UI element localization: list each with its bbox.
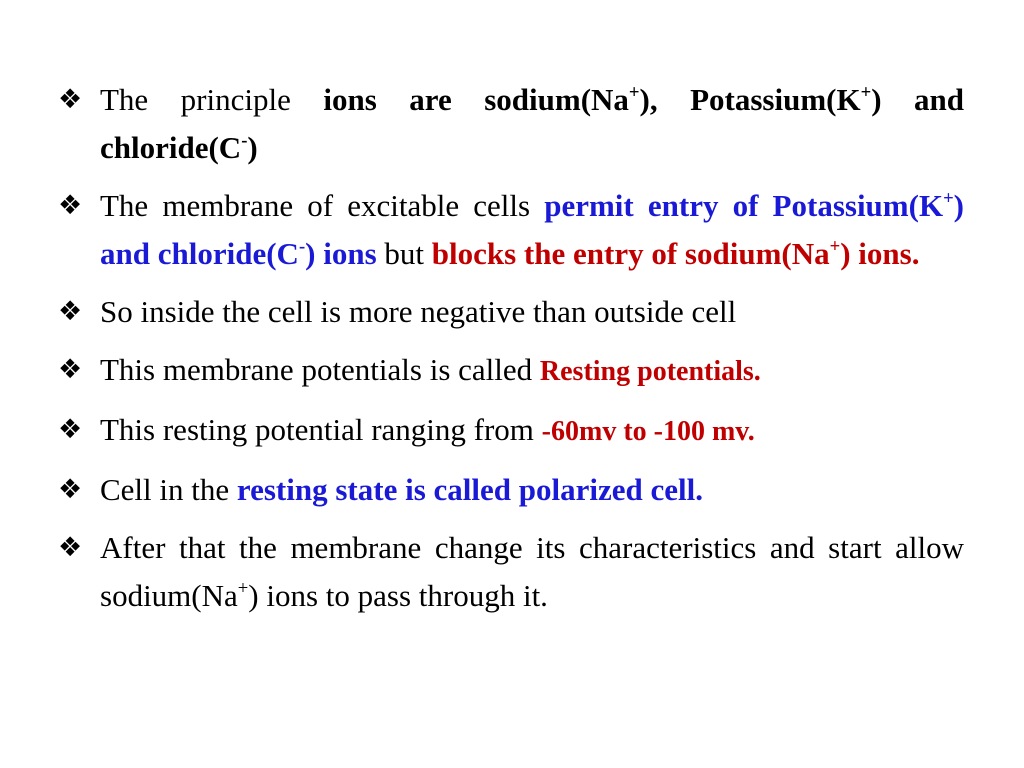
text-bold: ) and chloride(C <box>100 82 964 165</box>
text-blue-bold: resting state is called polarized cell. <box>236 472 703 507</box>
text-plain: but <box>376 236 432 271</box>
text-red-bold: blocks the entry of sodium(Na <box>431 236 830 271</box>
text-plain: This membrane potentials is called <box>100 352 540 387</box>
text-bold: ) <box>247 130 258 165</box>
slide-content <box>58 76 964 630</box>
bullet-item-polarized-cell <box>58 466 964 514</box>
four-diamond-bullet-icon: ❖ <box>58 190 83 221</box>
text-plain: Cell in the <box>100 472 237 507</box>
bullet-item-inside-negative <box>58 288 964 336</box>
text-blue-bold: ) and chloride(C <box>100 188 964 271</box>
superscript-minus: - <box>241 129 248 151</box>
text-plain: After that the membrane change its characteristics and start allow sodium(Na <box>100 530 964 613</box>
bullet-item-resting-potentials <box>58 346 964 396</box>
text-plain: This resting potential ranging from <box>100 412 542 447</box>
superscript-minus: - <box>298 235 306 257</box>
four-diamond-bullet-icon: ❖ <box>58 414 83 445</box>
text-plain: The principle <box>100 82 324 117</box>
bullet-item-sodium-pass <box>58 524 964 620</box>
text-bold: ), Potassium(K <box>639 82 861 117</box>
text-red-bold: ) ions. <box>840 236 920 271</box>
text-red-bold: -60mv to -100 mv. <box>541 416 755 447</box>
superscript-plus: + <box>237 577 249 599</box>
text-red-bold: Resting potentials. <box>539 356 761 387</box>
text-plain: So inside the cell is more negative than outside cell <box>100 294 737 329</box>
text-bold: ions are sodium(Na <box>323 82 629 117</box>
bullet-item-principle-ions <box>58 76 964 172</box>
text-plain: The membrane of excitable cells <box>100 188 545 223</box>
text-plain: ) ions to pass through it. <box>248 578 548 613</box>
superscript-plus: + <box>628 81 640 103</box>
four-diamond-bullet-icon: ❖ <box>58 474 83 505</box>
bullet-item-potential-range <box>58 406 964 456</box>
four-diamond-bullet-icon: ❖ <box>58 84 83 115</box>
four-diamond-bullet-icon: ❖ <box>58 532 83 563</box>
superscript-plus: + <box>943 187 954 209</box>
superscript-plus: + <box>860 81 872 103</box>
bullet-item-membrane-permit <box>58 182 964 278</box>
text-blue-bold: permit entry of Potassium(K <box>544 188 944 223</box>
four-diamond-bullet-icon: ❖ <box>58 296 83 327</box>
four-diamond-bullet-icon: ❖ <box>58 354 83 385</box>
superscript-plus: + <box>829 235 841 257</box>
text-blue-bold: ) ions <box>305 236 377 271</box>
